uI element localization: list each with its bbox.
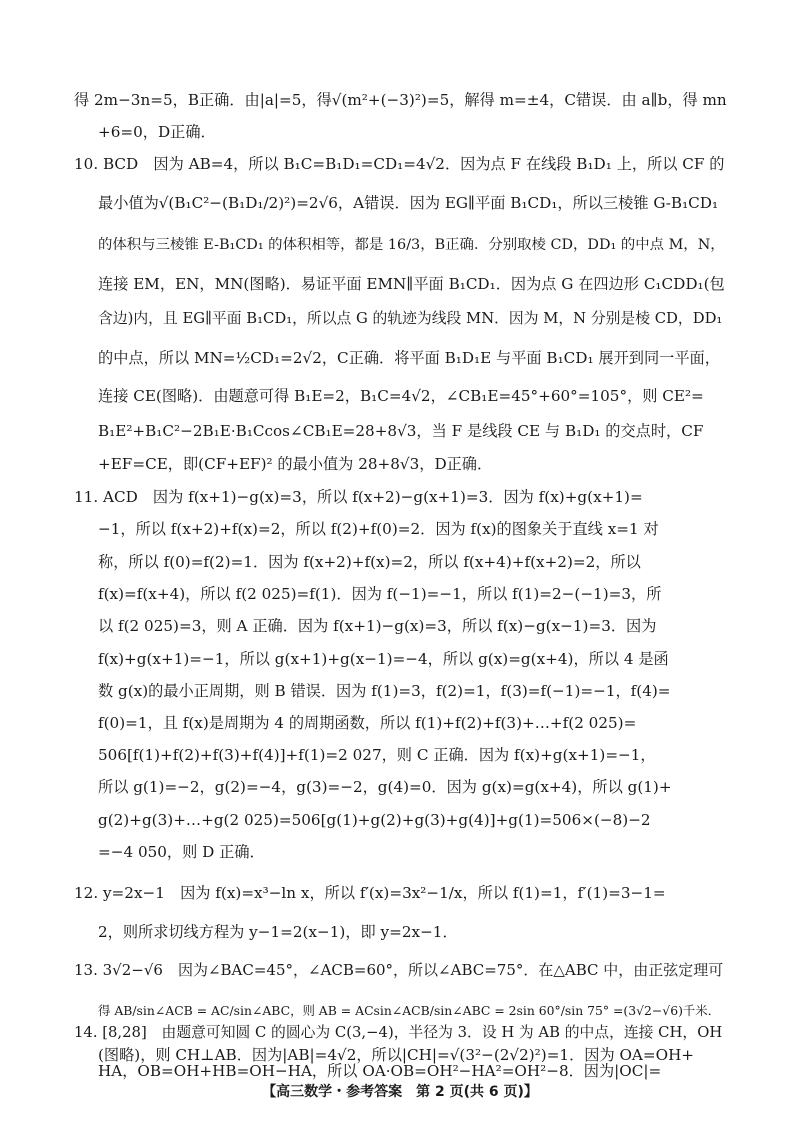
q10-line-9: +EF=CE，即(CF+EF)² 的最小值为 28+8√3，D正确． (98, 455, 493, 473)
q11-line-1: 11. ACD 因为 f(x+1)−g(x)=3，所以 f(x+2)−g(x+1)=3．因为 f(x)+g(x+1)= (74, 488, 643, 506)
q11-line-2: −1，所以 f(x+2)+f(x)=2，所以 f(2)+f(0)=2．因为 f(x)的图象关于直线 x=1 对 (98, 520, 659, 538)
q11-line-3: 称，所以 f(0)=f(2)=1．因为 f(x+2)+f(x)=2，所以 f(x+4)+f(x+2)=2，所以 (98, 553, 641, 571)
q11-line-9: 506[f(1)+f(2)+f(3)+f(4)]+f(1)=2 027，则 C 正确．因为 f(x)+g(x+1)=−1， (98, 746, 656, 764)
q11-line-11: g(2)+g(3)+…+g(2 025)=506[g(1)+g(2)+g(3)+g(4)]+g(1)=506×(−8)−2 (98, 811, 651, 829)
q11-line-8: f(0)=1，且 f(x)是周期为 4 的周期函数，所以 f(1)+f(2)+f(3)+…+f(2 025)= (98, 714, 637, 732)
q13-line-1: 13. 3√2−√6 因为∠BAC=45°，∠ACB=60°，所以∠ABC=75°．在△ABC 中，由正弦定理可 (74, 961, 724, 979)
q13-line-2: 得 AB/sin∠ACB = AC/sin∠ABC，则 AB = ACsin∠ACB/sin∠ABC = 2sin 60°/sin 75° =(3√2−√6)千米． (98, 1003, 721, 1018)
q10-line-7: 连接 CE(图略)．由题意可得 B₁E=2，B₁C=4√2，∠CB₁E=45°+60°=105°，则 CE²= (98, 387, 704, 405)
q14-line-2: (图略)，则 CH⊥AB．因为|AB|=4√2，所以|CH|=√(3²−(2√2)²)=1．因为 OA=OH+ (98, 1046, 695, 1064)
page-footer: 【高三数学・参考答案 第 2 页(共 6 页)】 (262, 1084, 538, 1100)
q12-line-1: 12. y=2x−1 因为 f(x)=x³−ln x，所以 f′(x)=3x²−1/x，所以 f(1)=1，f′(1)=3−1= (74, 884, 666, 902)
q12-line-2: 2，则所求切线方程为 y−1=2(x−1)，即 y=2x−1． (98, 923, 458, 941)
q14-line-3: HA，OB=OH+HB=OH−HA，所以 OA·OB=OH²−HA²=OH²−8．因为|OC|= (98, 1062, 662, 1080)
text-line-2: +6=0，D正确． (98, 123, 216, 141)
q11-line-12: =−4 050，则 D 正确． (98, 843, 265, 861)
q10-line-4: 连接 EM，EN，MN(图略)．易证平面 EMN∥平面 B₁CD₁．因为点 G 在四边形 C₁CDD₁(包 (98, 275, 725, 293)
q11-line-7: 数 g(x)的最小正周期，则 B 错误．因为 f(1)=3，f(2)=1，f(3)=f(−1)=−1，f(4)= (98, 682, 671, 700)
q10-line-5: 含边)内，且 EG∥平面 B₁CD₁，所以点 G 的轨迹为线段 MN．因为 M，N 分别是棱 CD，DD₁ (98, 310, 723, 327)
q11-line-5: 以 f(2 025)=3，则 A 正确．因为 f(x+1)−g(x)=3，所以 f(x)−g(x−1)=3．因为 (98, 617, 657, 635)
q10-line-1: 10. BCD 因为 AB=4，所以 B₁C=B₁D₁=CD₁=4√2．因为点 F 在线段 B₁D₁ 上，所以 CF 的 (74, 155, 725, 173)
q14-line-1: 14. [8,28] 由题意可知圆 C 的圆心为 C(3,−4)，半径为 3．设 H 为 AB 的中点，连接 CH，OH (74, 1024, 723, 1041)
q10-line-6: 的中点，所以 MN=½CD₁=2√2，C正确．将平面 B₁D₁E 与平面 B₁CD₁ 展开到同一平面， (98, 349, 720, 367)
q11-line-6: f(x)+g(x+1)=−1，所以 g(x+1)+g(x−1)=−4，所以 g(x)=g(x+4)，所以 4 是函 (98, 650, 669, 668)
q10-line-8: B₁E²+B₁C²−2B₁E·B₁Ccos∠CB₁E=28+8√3，当 F 是线段 CE 与 B₁D₁ 的交点时，CF (98, 422, 704, 440)
q11-line-10: 所以 g(1)=−2，g(2)=−4，g(3)=−2，g(4)=0．因为 g(x)=g(x+4)，所以 g(1)+ (98, 778, 672, 796)
q10-line-3: 的体积与三棱锥 E-B₁CD₁ 的体积相等，都是 16/3，B正确．分别取棱 CD，DD₁ 的中点 M，N， (98, 237, 725, 253)
q10-line-2: 最小值为√(B₁C²−(B₁D₁/2)²)=2√6，A错误．因为 EG∥平面 B₁CD₁，所以三棱锥 G-B₁CD₁ (98, 194, 719, 212)
text-line-1: 得 2m−3n=5，B正确．由|a|=5，得√(m²+(−3)²)=5，解得 m=±4，C错误．由 a∥b，得 mn (74, 91, 727, 109)
q11-line-4: f(x)=f(x+4)，所以 f(2 025)=f(1)．因为 f(−1)=−1，所以 f(1)=2−(−1)=3，所 (98, 585, 662, 603)
